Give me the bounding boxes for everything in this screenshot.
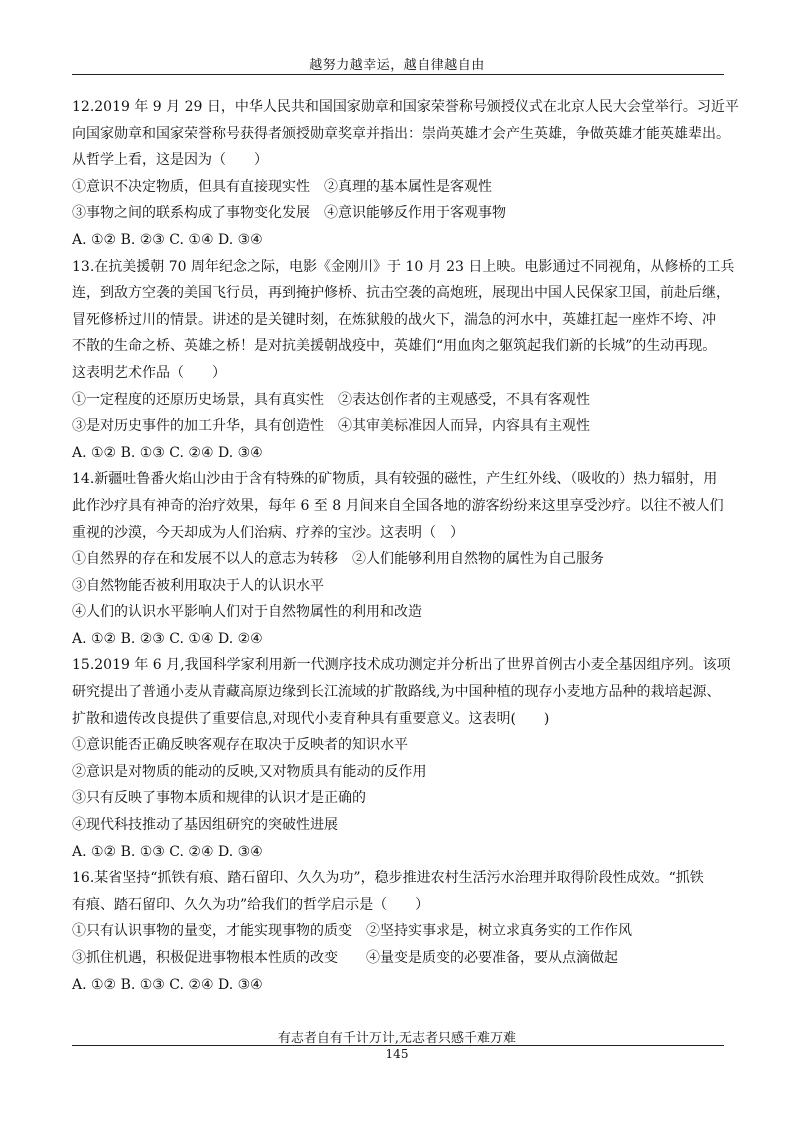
question-text-line: 连，到敌方空袭的美国飞行员，再到掩护修桥、抗击空袭的高炮班，展现出中国人民保家卫国，前赴后继， — [72, 285, 730, 302]
statement-line: ①只有认识事物的量变，才能实现事物的质变 ②坚持实事求是，树立求真务实的工作作风 — [72, 923, 632, 940]
question-text-line: 13.在抗美援朝 70 周年纪念之际，电影《金刚川》于 10 月 23 日上映。电影通过不同视角，从修桥的工兵 — [72, 258, 735, 275]
answer-choices: A. ①② B. ②③ C. ①④ D. ②④ — [72, 630, 263, 647]
question-list — [72, 94, 739, 998]
header-divider — [72, 74, 724, 75]
question-text-line: 16.某省坚持“抓铁有痕、踏石留印、久久为功”，稳步推进农村生活污水治理并取得阶段性成效。“抓铁 — [72, 870, 704, 887]
question-text-line: 冒死修桥过川的情景。讲述的是关键时刻，在炼狱般的战火下，湍急的河水中，英雄扛起一座炸不垮、冲 — [72, 311, 716, 328]
statement-line: ④人们的认识水平影响人们对于自然物属性的利用和改造 — [72, 604, 422, 621]
question-13 — [72, 254, 735, 467]
question-text-line: 15.2019 年 6 月,我国科学家利用新一代测序技术成功测定并分析出了世界首例古小麦全基因组序列。该项 — [72, 657, 731, 674]
statement-line: ①自然界的存在和发展不以人的意志为转移 ②人们能够利用自然物的属性为自己服务 — [72, 551, 604, 568]
answer-choices: A. ①② B. ②③ C. ①④ D. ③④ — [72, 231, 263, 248]
question-12 — [72, 94, 739, 254]
question-text-line: 这表明艺术作品（ ） — [72, 364, 226, 381]
page-header: 越努力越幸运，越自律越自由 — [309, 58, 485, 73]
statement-line: ③只有反映了事物本质和规律的认识才是正确的 — [72, 790, 366, 807]
question-14 — [72, 466, 732, 652]
statement-line: ③是对历史事件的加工升华，具有创造性 ④其审美标准因人而异，内容具有主观性 — [72, 418, 590, 435]
question-text-line: 向国家勋章和国家荣誉称号获得者颁授勋章奖章并指出：崇尚英雄才会产生英雄，争做英雄才能英雄辈出。 — [72, 125, 730, 142]
statement-line: ①意识不决定物质，但具有直接现实性 ②真理的基本属性是客观性 — [72, 178, 492, 195]
question-text-line: 研究提出了普通小麦从青藏高原边缘到长江流域的扩散路线,为中国种植的现存小麦地方品种的栽培起源、 — [72, 684, 721, 701]
question-text-line: 12.2019 年 9 月 29 日，中华人民共和国国家勋章和国家荣誉称号颁授仪式在北京人民大会堂举行。习近平 — [72, 99, 739, 115]
statement-line: ①意识能否正确反映客观存在取决于反映者的知识水平 — [72, 737, 408, 754]
answer-choices: A. ①② B. ①③ C. ②④ D. ③④ — [72, 976, 263, 993]
statement-line: ③事物之间的联系构成了事物变化发展 ④意识能够反作用于客观事物 — [72, 205, 506, 222]
question-text-line: 不散的生命之桥、英雄之桥！是对抗美援朝战疫中，英雄们“用血肉之躯筑起我们新的长城”的生动再现。 — [72, 338, 717, 355]
page-footer: 有志者自有千计万计,无志者只感千难万难 — [277, 1031, 517, 1046]
footer-divider — [72, 1045, 724, 1046]
question-16 — [72, 865, 732, 998]
answer-choices: A. ①② B. ①③ C. ②④ D. ③④ — [72, 444, 263, 461]
question-15 — [72, 652, 732, 865]
statement-line: ③自然物能否被利用取决于人的认识水平 — [72, 577, 324, 594]
question-text-line: 重视的沙漠，今天却成为人们治病、疗养的宝沙。这表明（ ） — [72, 524, 464, 541]
statement-line: ①一定程度的还原历史场景，具有真实性 ②表达创作者的主观感受，不具有客观性 — [72, 391, 590, 408]
answer-choices: A. ①② B. ①③ C. ②④ D. ③④ — [72, 843, 263, 860]
statement-line: ②意识是对物质的能动的反映,又对物质具有能动的反作用 — [72, 763, 427, 780]
statement-line: ④现代科技推动了基因组研究的突破性进展 — [72, 817, 338, 834]
question-text-line: 14.新疆吐鲁番火焰山沙由于含有特殊的矿物质，具有较强的磁性，产生红外线、（吸收的）热力辐射，用 — [72, 471, 718, 488]
question-text-line: 从哲学上看，这是因为（ ） — [72, 152, 268, 169]
question-text-line: 有痕、踏石留印、久久为功”给我们的哲学启示是（ ） — [72, 896, 430, 913]
statement-line: ③抓住机遇，积极促进事物根本性质的改变 ④量变是质变的必要准备，要从点滴做起 — [72, 950, 618, 966]
page-number: 145 — [385, 1047, 409, 1061]
question-text-line: 扩散和遗传改良提供了重要信息,对现代小麦育种具有重要意义。这表明( ) — [72, 710, 550, 727]
question-text-line: 此作沙疗具有神奇的治疗效果，每年 6 至 8 月间来自全国各地的游客纷纷来这里享受沙疗。以往不被人们 — [72, 497, 724, 514]
